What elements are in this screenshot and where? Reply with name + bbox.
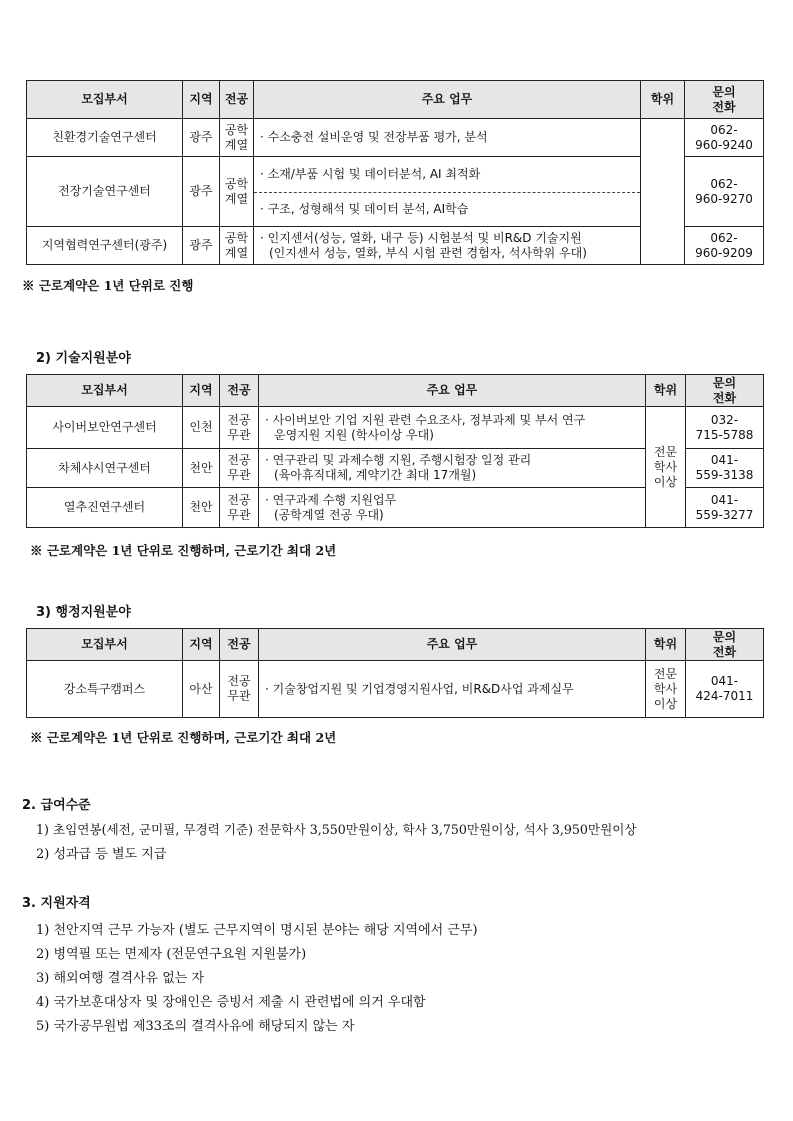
section2-note: ※ 근로계약은 1년 단위로 진행하며, 근로기간 최대 2년: [30, 543, 337, 558]
header-dept: 모집부서: [27, 375, 183, 407]
table-cell-phone: 041- 424-7011: [686, 661, 764, 718]
header-degree: 학위: [641, 81, 685, 119]
admin-support-table: [26, 628, 764, 718]
table-cell-phone: 062- 960-9209: [685, 227, 764, 265]
qualification-title: 3. 지원자격: [22, 896, 91, 911]
tech-support-table: [26, 374, 764, 528]
table-cell-region: 천안: [183, 449, 220, 488]
table-cell-duty: · 연구과제 수행 지원업무 (공학계열 전공 우대): [259, 488, 646, 528]
qualification-item: 3) 해외여행 결격사유 없는 자: [36, 971, 205, 986]
table-cell-dept: 열추진연구센터: [27, 488, 183, 528]
qualification-item: 1) 천안지역 근무 가능자 (별도 근무지역이 명시된 분야는 해당 지역에서 근무): [36, 923, 478, 938]
table-cell-degree: 전문 학사 이상: [646, 407, 686, 528]
research-table: [26, 80, 764, 265]
table-cell-degree: 전문 학사 이상: [646, 661, 686, 718]
table-cell-region: 인천: [183, 407, 220, 449]
header-duty: 주요 업무: [259, 629, 646, 661]
salary-item: 2) 성과급 등 별도 지급: [36, 847, 167, 862]
table-cell-duty: · 소재/부품 시험 및 데이터분석, AI 최적화: [254, 157, 641, 193]
table-cell-phone: 041- 559-3138: [686, 449, 764, 488]
table-cell-dept: 지역협력연구센터(광주): [27, 227, 183, 265]
section3-title: 3) 행정지원분야: [36, 605, 131, 620]
header-dept: 모집부서: [27, 629, 183, 661]
table-cell-major: 공학 계열: [220, 157, 254, 227]
qualification-item: 5) 국가공무원법 제33조의 결격사유에 해당되지 않는 자: [36, 1019, 355, 1034]
table-cell-major: 공학 계열: [220, 227, 254, 265]
header-degree: 학위: [646, 629, 686, 661]
table-cell-major: 전공 무관: [220, 661, 259, 718]
table-cell-duty: · 인지센서(성능, 열화, 내구 등) 시험분석 및 비R&D 기술지원 (인지센서 성능, 열화, 부식 시험 관련 경험자, 석사학위 우대): [254, 227, 641, 265]
table-cell-duty: · 사이버보안 기업 지원 관련 수요조사, 정부과제 및 부서 연구 운영지원 지원 (학사이상 우대): [259, 407, 646, 449]
table-cell-region: 아산: [183, 661, 220, 718]
table-cell-major: 공학 계열: [220, 119, 254, 157]
header-region: 지역: [183, 81, 220, 119]
table-cell-major: 전공 무관: [220, 488, 259, 528]
header-contact: 문의 전화: [686, 629, 764, 661]
table-cell-dept: 전장기술연구센터: [27, 157, 183, 227]
header-duty: 주요 업무: [259, 375, 646, 407]
header-dept: 모집부서: [27, 81, 183, 119]
table-cell-phone: 041- 559-3277: [686, 488, 764, 528]
table-cell-dept: 강소특구캠퍼스: [27, 661, 183, 718]
table-cell-duty: · 기술창업지원 및 기업경영지원사업, 비R&D사업 과제실무: [259, 661, 646, 718]
table-cell-region: 광주: [183, 119, 220, 157]
qualification-item: 2) 병역필 또는 면제자 (전문연구요원 지원불가): [36, 947, 307, 962]
header-region: 지역: [183, 629, 220, 661]
table1-note: ※ 근로계약은 1년 단위로 진행: [22, 278, 194, 293]
header-contact: 문의 전화: [685, 81, 764, 119]
table-cell-duty: · 구조, 성형해석 및 데이터 분석, AI학습: [254, 193, 641, 227]
header-region: 지역: [183, 375, 220, 407]
table-cell-phone: 062- 960-9240: [685, 119, 764, 157]
header-major: 전공: [220, 629, 259, 661]
section3-note: ※ 근로계약은 1년 단위로 진행하며, 근로기간 최대 2년: [30, 730, 337, 745]
table-cell-phone: 062- 960-9270: [685, 157, 764, 227]
table-cell-major: 전공 무관: [220, 449, 259, 488]
salary-title: 2. 급여수준: [22, 798, 91, 813]
table-cell-dept: 사이버보안연구센터: [27, 407, 183, 449]
table-cell-dept: 차체샤시연구센터: [27, 449, 183, 488]
table-cell-duty: · 수소충전 설비운영 및 전장부품 평가, 분석: [254, 119, 641, 157]
header-duty: 주요 업무: [254, 81, 641, 119]
table-cell-duty: · 연구관리 및 과제수행 지원, 주행시험장 일정 관리 (육아휴직대체, 계약기간 최대 17개월): [259, 449, 646, 488]
table-cell-dept: 친환경기술연구센터: [27, 119, 183, 157]
section2-title: 2) 기술지원분야: [36, 351, 131, 366]
table-cell-major: 전공 무관: [220, 407, 259, 449]
table-cell-degree-empty: [641, 119, 685, 265]
header-degree: 학위: [646, 375, 686, 407]
table-cell-phone: 032- 715-5788: [686, 407, 764, 449]
salary-item: 1) 초임연봉(세전, 군미필, 무경력 기준) 전문학사 3,550만원이상, 학사 3,750만원이상, 석사 3,950만원이상: [36, 822, 637, 837]
table-cell-region: 광주: [183, 157, 220, 227]
header-contact: 문의 전화: [686, 375, 764, 407]
qualification-item: 4) 국가보훈대상자 및 장애인은 증빙서 제출 시 관련법에 의거 우대함: [36, 995, 426, 1010]
header-major: 전공: [220, 81, 254, 119]
table-cell-region: 광주: [183, 227, 220, 265]
table-cell-region: 천안: [183, 488, 220, 528]
header-major: 전공: [220, 375, 259, 407]
